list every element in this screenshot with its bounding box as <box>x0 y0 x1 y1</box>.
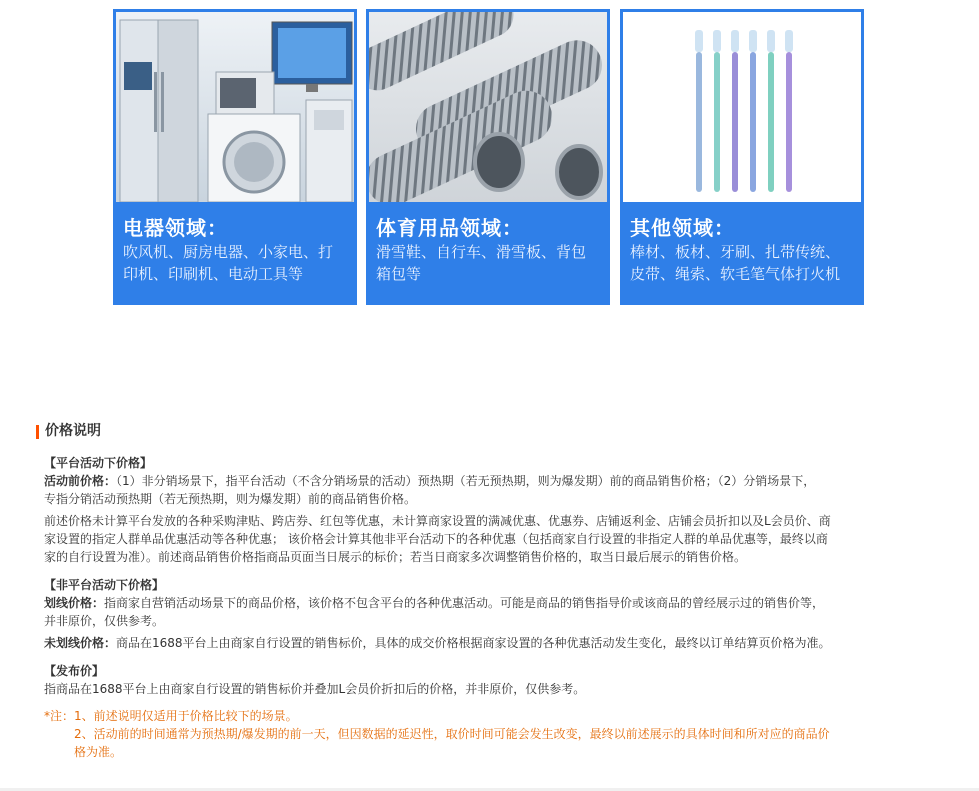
section-title: 价格说明 <box>45 423 101 439</box>
toothbrush-illustration <box>623 12 861 202</box>
footnote-line: 格为准。 <box>74 745 123 759</box>
price-note-line: 家设置的指定人群单品优惠活动等各种优惠； 该价格会计算其他非平台活动下的各种优惠（包括商家自行设置的非指定人群的单品优惠等，最终以商 <box>44 532 828 546</box>
card-description-line: 皮带、绳索、软毛笔气体打火机 <box>630 266 841 283</box>
metal-hose-illustration <box>369 12 607 202</box>
price-explanation-section <box>36 420 836 761</box>
price-note-line: 前述价格未计算平台发放的各种采购津贴、跨店券、红包等优惠，未计算商家设置的满减优惠、优惠券、店铺返利金、店铺会员折扣以及L会员价、商 <box>44 514 831 528</box>
strike-price-line-2: 并非原价，仅供参考。 <box>44 614 165 628</box>
card-title: 电器领域： <box>123 218 228 240</box>
price-note-paragraph <box>44 512 836 566</box>
card-title: 体育用品领域： <box>376 218 523 240</box>
price-explanation-body <box>44 454 836 761</box>
toothbrush-photo <box>623 12 861 202</box>
before-price-label: 活动前价格： <box>44 474 117 488</box>
before-price-text: （1）非分销场景下，指平台活动（不含分销场景的活动）预热期（若无预热期，则为爆发期）前的商品销售价格；（2）分销场景下， <box>116 474 816 488</box>
card-description-line: 棒材、板材、牙刷、扎带传统、 <box>630 244 841 261</box>
nostrike-price-label: 未划线价格： <box>44 636 117 650</box>
appliances-card <box>113 9 357 305</box>
section-header <box>36 420 836 446</box>
publish-price-text: 指商品在1688平台上由商家自行设置的销售标价并叠加L会员价折扣后的价格，并非原价，仅供参考。 <box>44 682 586 696</box>
card-description-line: 印机、印刷机、电动工具等 <box>123 266 304 283</box>
before-price-line <box>44 472 836 490</box>
card-description <box>630 242 856 286</box>
card-description <box>123 242 349 286</box>
nostrike-price-line <box>44 634 836 652</box>
platform-price-heading: 【平台活动下价格】 <box>44 456 153 470</box>
card-description-line: 滑雪鞋、自行车、滑雪板、背包 <box>376 244 587 261</box>
footnote <box>44 707 836 761</box>
card-description <box>376 242 602 286</box>
footnote-line: 2、活动前的时间通常为预热期/爆发期的前一天，但因数据的延迟性，取价时间可能会发生改变，最终以前述展示的具体时间和所对应的商品价 <box>74 727 830 741</box>
card-title: 其他领域： <box>630 218 735 240</box>
card-description-line: 吹风机、厨房电器、小家电、打 <box>123 244 334 261</box>
card-description-line: 箱包等 <box>376 266 422 283</box>
strike-price-text: 指商家自营销活动场景下的商品价格，该价格不包含平台的各种优惠活动。可能是商品的销售指导价或该商品的曾经展示过的销售价等， <box>104 596 825 610</box>
metal-hose-photo <box>369 12 607 202</box>
category-banner <box>113 9 864 305</box>
sports-card <box>366 9 610 305</box>
appliances-photo <box>116 12 354 202</box>
section-accent-bar <box>36 425 39 439</box>
appliances-illustration <box>116 12 354 202</box>
strike-price-label: 划线价格： <box>44 596 105 610</box>
footnote-line: *注：1、前述说明仅适用于价格比较下的场景。 <box>44 709 298 723</box>
before-price-line-2: 专指分销活动预热期（若无预热期，则为爆发期）前的商品销售价格。 <box>44 492 417 506</box>
others-card <box>620 9 864 305</box>
price-note-line: 家的自行设置为准）。前述商品销售价格指商品页面当日展示的标价；若当日商家多次调整销售价格的，取当日最后展示的销售价格。 <box>44 550 747 564</box>
nostrike-price-text: 商品在1688平台上由商家自行设置的销售标价，具体的成交价格根据商家设置的各种优惠活动发生变化，最终以订单结算页价格为准。 <box>116 636 831 650</box>
publish-price-heading: 【发布价】 <box>44 664 105 678</box>
nonplatform-price-heading: 【非平台活动下价格】 <box>44 578 165 592</box>
strike-price-line <box>44 594 836 612</box>
